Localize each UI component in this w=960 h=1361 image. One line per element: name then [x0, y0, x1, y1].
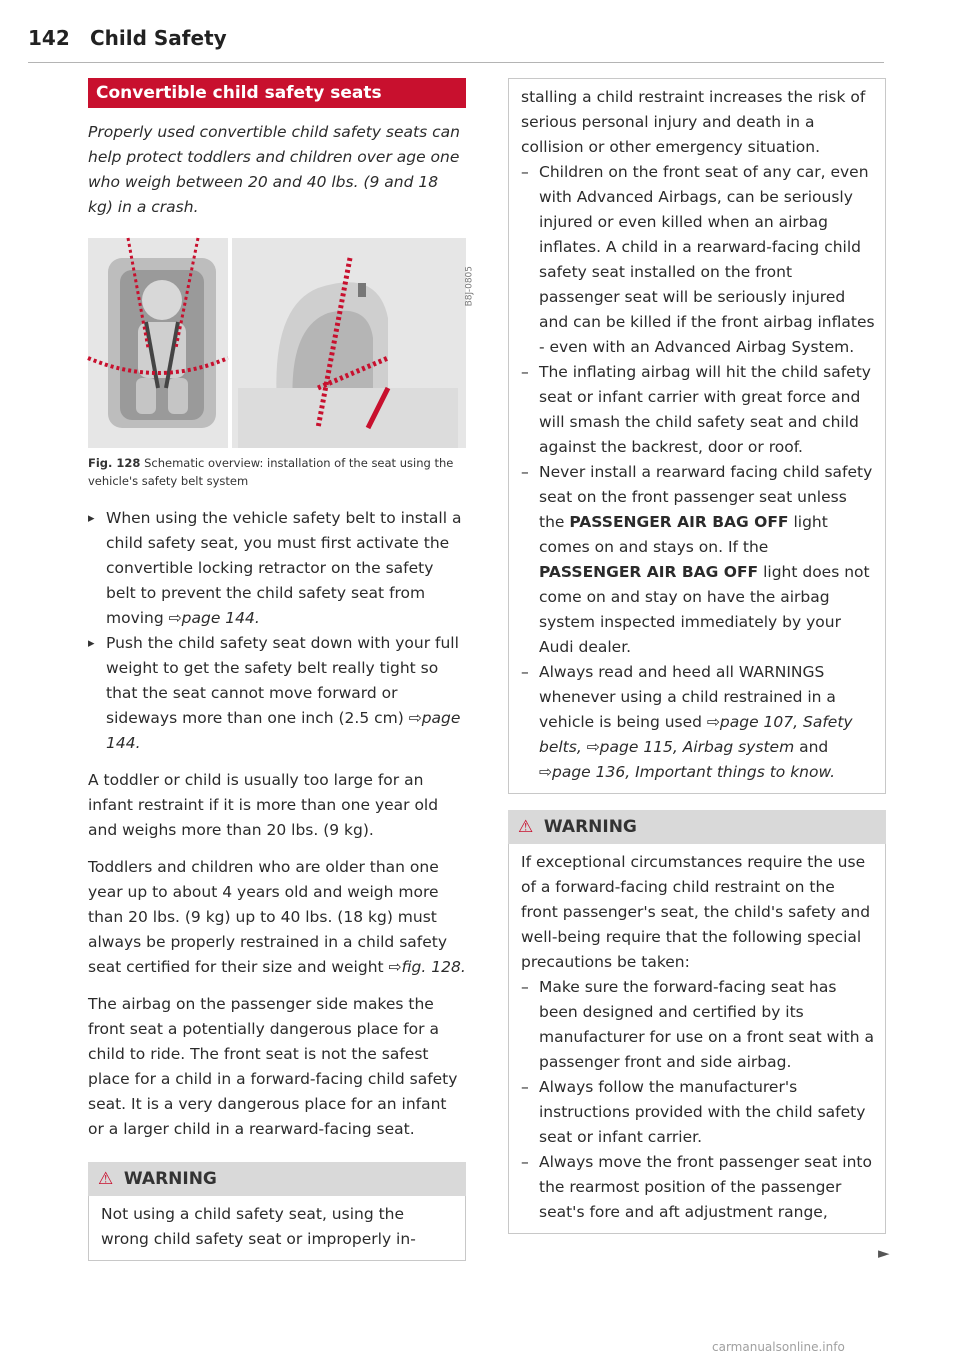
page-header [28, 22, 884, 63]
left-column [88, 78, 474, 1261]
figure-caption [88, 454, 466, 490]
figure-caption-text: Schematic overview: installation of the seat using the vehicle's safety belt system [88, 456, 454, 488]
paragraph-airbag: The airbag on the passenger side makes the front seat a potentially dangerous place for a child to ride. The front seat is not the safest place for a child in a forward-facing child safety seat. It is a very dangerous place for an infant or a larger child in a rearward-facing seat. [88, 995, 458, 1138]
warning-box-1-continued [508, 78, 886, 794]
page-number: 142 [28, 26, 70, 50]
right-column [508, 78, 886, 1234]
section-intro: Properly used convertible child safety seats can help protect toddlers and children over age one who weigh between 20 and 40 lbs. (9 and 18 kg) in a crash. [88, 123, 460, 216]
warning-list [521, 160, 875, 785]
page-reference-link[interactable]: ⇨page 144. [168, 609, 260, 627]
warning-header: ⚠ WARNING [88, 1162, 466, 1196]
list-item: – Never install a rearward facing child safety seat on the front passenger seat unless the PASSENGER AIR BAG OFF light comes on and stays on. If the PASSENGER AIR BAG OFF light does not come on and stay on have the airbag system inspected immediately by your Audi dealer. [521, 460, 875, 660]
list-item: ▸ When using the vehicle safety belt to install a child safety seat, you must first activate the convertible locking retractor on the safety belt to prevent the child safety seat from moving ⇨page 144. [88, 506, 466, 631]
warning-list [521, 975, 875, 1225]
continue-arrow-icon: ► [878, 1244, 890, 1262]
list-item: ▸ Push the child safety seat down with your full weight to get the safety belt really tight so that the seat cannot move forward or sideways more than one inch (2.5 cm) ⇨page 144. [88, 631, 466, 756]
list-item: – The inflating airbag will hit the child safety seat or infant carrier with great force and will smash the child safety seat and child against the backrest, door or roof. [521, 360, 875, 460]
warning-header: ⚠ WARNING [508, 810, 886, 844]
chapter-title: Child Safety [90, 26, 227, 50]
section-title: Convertible child safety seats [88, 78, 466, 108]
watermark: carmanualsonline.info [712, 1340, 845, 1354]
warning-box-1 [88, 1162, 466, 1261]
figure-reference-link[interactable]: ⇨fig. 128. [388, 958, 466, 976]
instruction-list [88, 506, 466, 756]
warning-text-continued: stalling a child restraint increases the risk of serious personal injury and death in a collision or other emergency situation. [521, 88, 866, 156]
figure-label: Fig. 128 [88, 456, 141, 470]
warning-triangle-icon: ⚠ [98, 1169, 114, 1189]
figure-illustration [88, 238, 474, 448]
paragraph-infant-size: A toddler or child is usually too large for an infant restraint if it is more than one year old and weighs more than 20 lbs. (9 kg). [88, 771, 439, 839]
list-item: – Children on the front seat of any car, even with Advanced Airbags, can be seriously injured or even killed when an airbag inflates. A child in a rearward-facing child safety seat installed on the front passenger seat will be seriously injured and can be killed if the front airbag inflates - even with an Advanced Airbag System. [521, 160, 875, 360]
child-seat-illustration [88, 238, 466, 448]
page-reference-link[interactable]: ⇨page 107, Safety belts, [539, 713, 853, 756]
list-item: – Always follow the manufacturer's instructions provided with the child safety seat or infant carrier. [521, 1075, 875, 1150]
warning-text-start: Not using a child safety seat, using the wrong child safety seat or improperly in- [101, 1205, 416, 1248]
page-reference-link[interactable]: ⇨page 136, Important things to know. [539, 763, 836, 781]
page-reference-link[interactable]: ⇨page 115, Airbag system [581, 738, 795, 756]
list-item: – Make sure the forward-facing seat has been designed and certified by its manufacturer for use on a front seat with a passenger front and side airbag. [521, 975, 875, 1075]
figure-code: B8J-0805 [464, 266, 474, 307]
paragraph-toddlers: Toddlers and children who are older than one year up to about 4 years old and weigh more than 20 lbs. (9 kg) up to 40 lbs. (18 kg) must always be properly restrained in a child safety seat certified for their size and weight ⇨fig. 128. [88, 858, 466, 976]
warning-intro: If exceptional circumstances require the use of a forward-facing child restraint on the front passenger's seat, the child's safety and well-being require that the following special precautions be taken: [521, 853, 871, 971]
warning-triangle-icon: ⚠ [518, 817, 534, 837]
page-reference-link[interactable]: ⇨page 144. [106, 709, 461, 752]
list-item: – Always move the front passenger seat into the rearmost position of the passenger seat's fore and aft adjustment range, [521, 1150, 875, 1225]
list-item: – Always read and heed all WARNINGS whenever using a child restrained in a vehicle is being used ⇨page 107, Safety belts, ⇨page 115, Airbag system and ⇨page 136, Important things to know. [521, 660, 875, 785]
warning-box-2 [508, 810, 886, 1234]
